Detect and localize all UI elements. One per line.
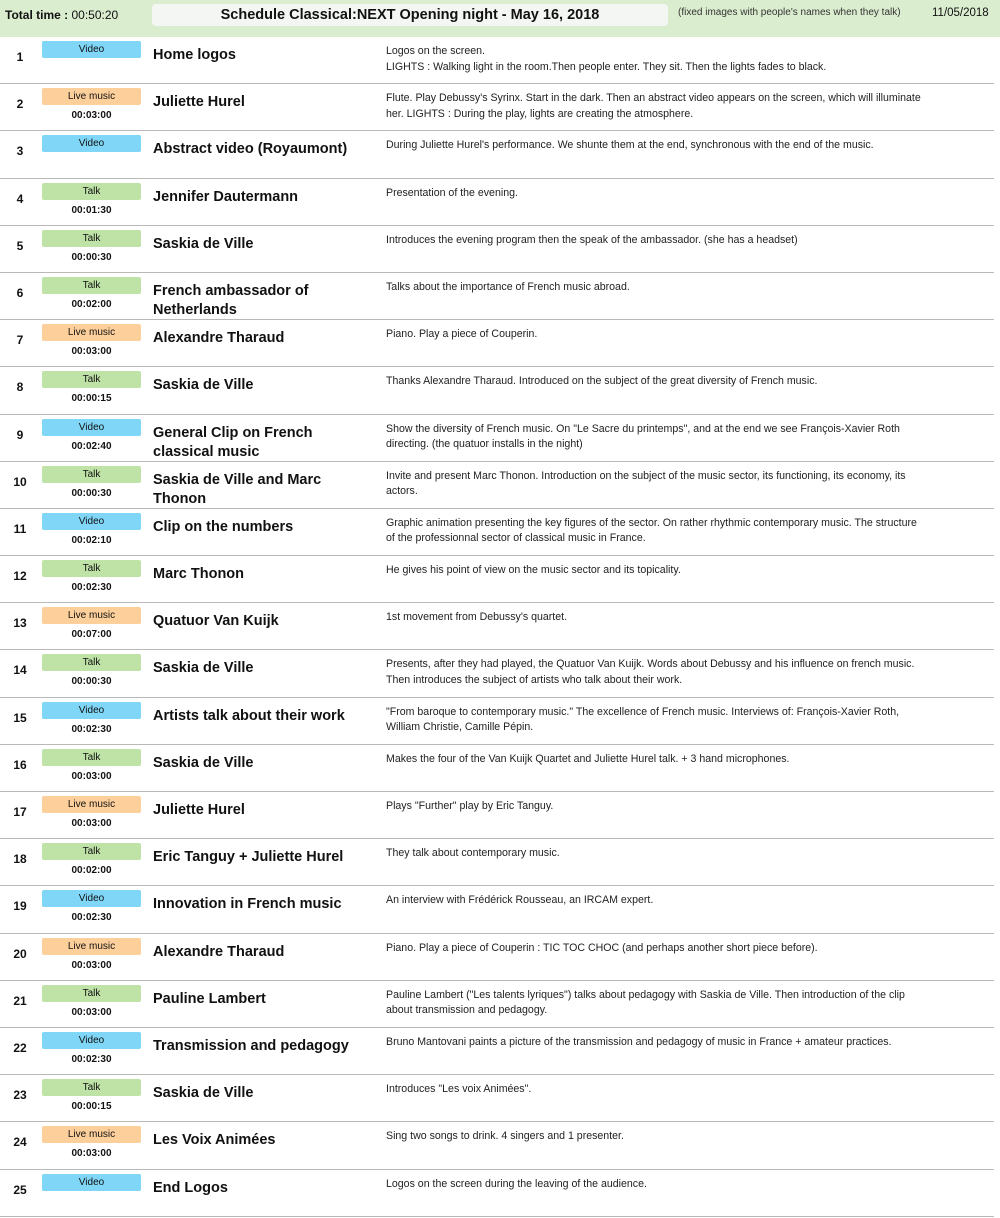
item-description [386, 799, 990, 815]
item-description [386, 186, 990, 202]
item-description [386, 752, 990, 768]
table-row [0, 650, 994, 697]
duration: 00:02:30 [71, 1053, 112, 1065]
item-description [386, 516, 990, 547]
table-row [0, 1028, 994, 1075]
duration: 00:00:15 [71, 393, 112, 405]
row-number: 7 [16, 333, 24, 348]
item-description [386, 1129, 990, 1145]
item-description [386, 1082, 990, 1098]
description-line: LIGHTS : Walking light in the room.Then people enter. They sit. Then the lights fades to black. [386, 60, 827, 73]
type-badge: Talk [42, 183, 141, 200]
item-name: Jennifer Dautermann [153, 188, 299, 205]
table-row [0, 556, 994, 603]
type-badge: Talk [42, 560, 141, 577]
type-badge: Talk [42, 371, 141, 388]
item-name: Les Voix Animées [153, 1132, 276, 1149]
type-badge: Live music [42, 88, 141, 105]
table-row [0, 462, 994, 509]
item-description [386, 610, 990, 626]
type-badge: Talk [42, 466, 141, 483]
description-line: Bruno Mantovani paints a picture of the transmission and pedagogy of music in France + amateur practices. [386, 1035, 892, 1048]
description-line: Logos on the screen during the leaving of the audience. [386, 1177, 647, 1190]
row-number: 11 [13, 521, 27, 536]
item-description [386, 705, 990, 736]
row-number: 23 [13, 1088, 27, 1103]
item-description [386, 280, 990, 296]
row-number: 8 [16, 380, 24, 395]
description-line: Introduces the evening program then the speak of the ambassador. (she has a headset) [386, 233, 798, 246]
item-name: Juliette Hurel [153, 94, 245, 111]
row-number: 17 [13, 805, 27, 819]
type-badge: Talk [42, 230, 141, 247]
item-description [386, 44, 990, 75]
header-note: (fixed images with people's names when they talk) [678, 7, 901, 18]
description-line: Talks about the importance of French music abroad. [386, 280, 630, 293]
duration: 00:03:00 [71, 110, 112, 122]
item-name: Alexandre Tharaud [153, 330, 285, 347]
row-number: 5 [16, 238, 24, 253]
duration: 00:03:00 [71, 1006, 112, 1018]
row-number: 6 [16, 285, 24, 300]
duration: 00:03:00 [71, 818, 112, 829]
description-line: Logos on the screen. [386, 45, 485, 57]
row-number: 2 [16, 97, 24, 112]
type-badge: Live music [42, 1126, 141, 1143]
duration: 00:03:00 [71, 959, 112, 971]
item-description [386, 893, 990, 909]
description-line: her. LIGHTS : During the play, lights are creating the atmosphere. [386, 107, 694, 120]
description-line: William Christie, Camille Pépin. [386, 721, 534, 734]
duration: 00:00:15 [71, 1101, 112, 1113]
table-row [0, 698, 994, 745]
row-number: 4 [16, 191, 24, 206]
description-line: Pauline Lambert ("Les talents lyriques") talks about pedagogy with Saskia de Ville. Then introduction of the clip [386, 988, 905, 1001]
item-description [386, 1035, 990, 1051]
total-time-value: 00:50:20 [71, 8, 119, 22]
type-badge: Live music [42, 938, 141, 955]
row-number: 10 [13, 474, 27, 489]
table-row [0, 320, 994, 367]
table-row [0, 37, 994, 84]
description-line: directing. (the quatuor installs in the night) [386, 438, 583, 450]
row-number: 19 [13, 899, 27, 914]
item-description [386, 91, 990, 122]
row-number: 9 [16, 427, 24, 442]
table-row [0, 1122, 994, 1169]
row-number: 20 [13, 946, 27, 961]
item-name: Abstract video (Royaumont) [153, 141, 348, 158]
duration: 00:00:30 [71, 251, 112, 263]
type-badge: Talk [42, 843, 141, 860]
description-line: Thanks Alexandre Tharaud. Introduced on the subject of the great diversity of French music. [386, 375, 818, 388]
item-name: Saskia de Ville and Marc Thonon [153, 471, 322, 507]
table-row [0, 1170, 994, 1217]
table-row [0, 179, 994, 226]
item-description [386, 1177, 990, 1193]
header-date: 11/05/2018 [932, 7, 989, 19]
description-line: Presentation of the evening. [386, 186, 518, 199]
duration: 00:03:00 [71, 1148, 112, 1160]
description-line: Graphic animation presenting the key figures of the sector. On rather rhythmic contemporary music. The structure [386, 516, 917, 529]
item-description [386, 374, 990, 390]
description-line: 1st movement from Debussy's quartet. [386, 611, 568, 624]
type-badge: Video [42, 135, 141, 152]
row-number: 25 [13, 1182, 27, 1197]
item-name: Alexandre Tharaud [153, 943, 285, 960]
item-name: Saskia de Ville [153, 754, 254, 771]
description-line: During Juliette Hurel's performance. We shunte them at the end, synchronous with the end of the music. [386, 139, 874, 152]
item-name: Home logos [153, 47, 236, 63]
duration: 00:00:30 [71, 487, 112, 499]
item-name: Marc Thonon [153, 566, 245, 583]
row-number: 14 [13, 663, 27, 678]
table-row [0, 839, 994, 886]
description-line: Introduces "Les voix Animées". [386, 1083, 532, 1096]
type-badge: Live music [42, 607, 141, 624]
type-badge: Live music [42, 796, 141, 813]
table-row [0, 415, 994, 462]
type-badge: Video [42, 702, 141, 719]
row-number: 21 [13, 993, 27, 1008]
duration: 00:02:30 [71, 912, 112, 924]
table-row [0, 603, 994, 650]
row-number: 16 [13, 757, 27, 772]
type-badge: Video [42, 513, 141, 530]
item-name: Juliette Hurel [153, 802, 245, 818]
item-name: Pauline Lambert [153, 990, 266, 1007]
description-line: Flute. Play Debussy's Syrinx. Start in the dark. Then an abstract video appears on the screen, which will illuminate [386, 92, 921, 105]
description-line: Then introduces the subject of artists who talk about their work. [386, 673, 683, 686]
item-description [386, 657, 990, 688]
type-badge: Talk [42, 277, 141, 294]
total-time-label: Total time : [5, 8, 69, 22]
item-name: Saskia de Ville [153, 235, 254, 252]
description-line: Plays "Further" play by Eric Tanguy. [386, 800, 554, 812]
duration: 00:01:30 [71, 204, 112, 216]
item-description [386, 941, 990, 957]
item-name: Saskia de Ville [153, 660, 254, 677]
table-row [0, 273, 994, 320]
item-name: French ambassador of Netherlands [153, 282, 309, 318]
total-time [5, 8, 118, 22]
header-bar [0, 0, 1000, 37]
table-row [0, 131, 994, 178]
description-line: Makes the four of the Van Kuijk Quartet and Juliette Hurel talk. + 3 hand microphones. [386, 752, 790, 765]
item-name: Transmission and pedagogy [153, 1037, 349, 1054]
duration: 00:00:30 [71, 676, 112, 688]
item-name: General Clip on French classical music [153, 424, 313, 460]
row-number: 22 [13, 1040, 27, 1055]
item-description [386, 563, 990, 579]
row-number: 12 [13, 569, 27, 584]
row-number: 1 [16, 50, 24, 64]
type-badge: Talk [42, 985, 141, 1002]
item-name: Innovation in French music [153, 896, 342, 913]
row-number: 18 [13, 852, 27, 867]
type-badge: Video [42, 1032, 141, 1049]
description-line: He gives his point of view on the music sector and its topicality. [386, 564, 681, 577]
description-line: An interview with Frédérick Rousseau, an IRCAM expert. [386, 894, 654, 907]
type-badge: Video [42, 419, 141, 436]
table-row [0, 509, 994, 556]
type-badge: Talk [42, 749, 141, 766]
type-badge: Video [42, 41, 141, 58]
duration: 00:02:30 [71, 582, 112, 594]
table-row [0, 84, 994, 131]
description-line: Sing two songs to drink. 4 singers and 1 presenter. [386, 1130, 624, 1143]
table-row [0, 792, 994, 839]
duration: 00:03:00 [71, 346, 112, 358]
item-name: Artists talk about their work [153, 707, 345, 724]
description-line: "From baroque to contemporary music." The excellence of French music. Interviews of: François-Xavier Roth, [386, 705, 900, 718]
row-number: 15 [13, 710, 27, 725]
duration: 00:07:00 [71, 629, 112, 641]
type-badge: Talk [42, 1079, 141, 1096]
table-row [0, 934, 994, 981]
row-number: 24 [13, 1135, 27, 1150]
item-name: Clip on the numbers [153, 518, 294, 535]
item-name: Quatuor Van Kuijk [153, 613, 279, 630]
item-description [386, 846, 990, 862]
table-row [0, 981, 994, 1028]
description-line: Presents, after they had played, the Quatuor Van Kuijk. Words about Debussy and his influence on french music. [386, 658, 915, 671]
table-row [0, 886, 994, 933]
item-name: Eric Tanguy + Juliette Hurel [153, 849, 344, 866]
duration: 00:03:00 [71, 770, 112, 782]
row-number: 3 [16, 144, 24, 159]
table-row [0, 1075, 994, 1122]
duration: 00:02:00 [71, 865, 112, 877]
item-description [386, 233, 990, 249]
item-description [386, 138, 990, 154]
type-badge: Video [42, 890, 141, 907]
table-row [0, 226, 994, 273]
table-row [0, 367, 994, 414]
description-line: about transmission and pedagogy. [386, 1004, 548, 1017]
description-line: Invite and present Marc Thonon. Introduction on the subject of the music sector, its functioning, its economy, its [386, 469, 906, 482]
type-badge: Video [42, 1174, 141, 1191]
type-badge: Talk [42, 654, 141, 671]
type-badge: Live music [42, 324, 141, 341]
item-description [386, 422, 990, 453]
table-row [0, 745, 994, 792]
duration: 00:02:10 [71, 534, 112, 546]
duration: 00:02:00 [71, 298, 112, 310]
item-description [386, 469, 990, 500]
schedule-table [0, 37, 1000, 1217]
item-name: Saskia de Ville [153, 1085, 254, 1102]
description-line: Piano. Play a piece of Couperin. [386, 328, 538, 341]
description-line: They talk about contemporary music. [386, 847, 560, 860]
item-description [386, 327, 990, 343]
description-line: Show the diversity of French music. On "Le Sacre du printemps", and at the end we see François-Xavier Roth [386, 422, 900, 435]
item-description [386, 988, 990, 1019]
duration: 00:02:30 [71, 723, 112, 735]
item-name: Saskia de Ville [153, 377, 254, 394]
item-name: End Logos [153, 1179, 228, 1196]
duration: 00:02:40 [71, 440, 112, 452]
page-title: Schedule Classical:NEXT Opening night - May 16, 2018 [152, 4, 668, 26]
description-line: actors. [386, 485, 418, 498]
row-number: 13 [13, 616, 27, 631]
description-line: of the professionnal sector of classical music in France. [386, 532, 646, 545]
description-line: Piano. Play a piece of Couperin : TIC TOC CHOC (and perhaps another short piece before). [386, 941, 818, 954]
